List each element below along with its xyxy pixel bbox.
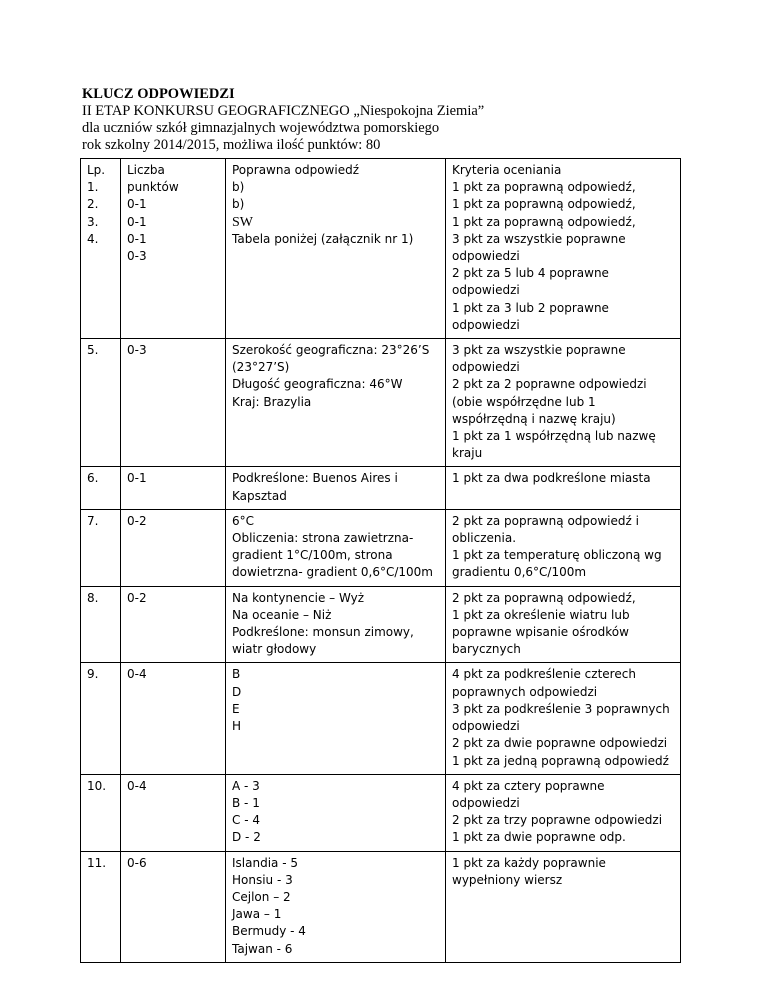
row-lp: 1. xyxy=(87,180,99,195)
cell-criteria: 3 pkt za wszystkie poprawne odpowiedzi 2 pkt za 2 poprawne odpowiedzi (obie współrzędne lub 1 współrzędną i nazwę kraju) 1 pkt za 1 współrzędną lub nazwę kraju xyxy=(446,339,681,467)
row-answer: b) xyxy=(232,197,245,212)
column-header-criteria: Kryteria oceniania xyxy=(452,163,562,177)
cell-points: 0-2 xyxy=(121,586,226,663)
contest-name: II ETAP KONKURSU GEOGRAFICZNEGO „Niespokojna Ziemia” xyxy=(82,103,485,119)
cell-points: 0-3 xyxy=(121,339,226,467)
cell-points: 0-4 xyxy=(121,774,226,851)
row-lp: 3. xyxy=(87,214,99,229)
cell-points: 0-4 xyxy=(121,663,226,774)
document-header xyxy=(82,86,484,154)
header-points xyxy=(121,159,226,339)
cell-answer: Szerokość geograficzna: 23°26’S (23°27’S) Długość geograficzna: 46°W Kraj: Brazylia xyxy=(226,339,446,467)
row-criteria: 1 pkt za poprawną odpowiedź, xyxy=(452,180,636,195)
row-criteria: 1 pkt za poprawną odpowiedź, xyxy=(452,197,636,212)
cell-answer: 6°C Obliczenia: strona zawietrzna- gradient 1°C/100m, strona dowietrzna- gradient 0,6°C/100m xyxy=(226,509,446,586)
row-criteria: 3 pkt za wszystkie poprawne odpowiedzi 2 pkt za 5 lub 4 poprawne odpowiedzi 1 pkt za 3 lub 2 poprawne odpowiedzi xyxy=(452,231,626,332)
column-header-lp: Lp. xyxy=(87,163,106,177)
row-criteria: 1 pkt za poprawną odpowiedź, xyxy=(452,214,636,229)
table-row xyxy=(81,851,681,962)
row-points: 0-3 xyxy=(127,249,147,264)
cell-criteria: 4 pkt za cztery poprawne odpowiedzi 2 pkt za trzy poprawne odpowiedzi 1 pkt za dwie poprawne odp. xyxy=(446,774,681,851)
cell-points: 0-6 xyxy=(121,851,226,962)
column-header-answer: Poprawna odpowiedź xyxy=(232,163,360,177)
cell-lp: 11. xyxy=(81,851,121,962)
audience-line: dla uczniów szkół gimnazjalnych województwa pomorskiego xyxy=(82,120,440,136)
cell-lp: 5. xyxy=(81,339,121,467)
row-answer: b) xyxy=(232,180,245,195)
row-answer: Tabela poniżej (załącznik nr 1) xyxy=(232,231,414,246)
cell-lp: 10. xyxy=(81,774,121,851)
cell-lp: 8. xyxy=(81,586,121,663)
table-row xyxy=(81,586,681,663)
row-lp: 4. xyxy=(87,231,99,246)
table-row xyxy=(81,509,681,586)
cell-lp: 9. xyxy=(81,663,121,774)
cell-answer: A - 3 B - 1 C - 4 D - 2 xyxy=(226,774,446,851)
cell-criteria: 4 pkt za podkreślenie czterech poprawnych odpowiedzi 3 pkt za podkreślenie 3 poprawnych odpowiedzi 2 pkt za dwie poprawne odpowiedzi 1 pkt za jedną poprawną odpowiedź xyxy=(446,663,681,774)
cell-criteria: 2 pkt za poprawną odpowiedź, 1 pkt za określenie wiatru lub poprawne wpisanie ośrodków barycznych xyxy=(446,586,681,663)
header-lp xyxy=(81,159,121,339)
row-points: 0-1 xyxy=(127,231,147,246)
row-answer: SW xyxy=(232,214,253,230)
cell-lp: 7. xyxy=(81,509,121,586)
table-row xyxy=(81,339,681,467)
table-row xyxy=(81,663,681,774)
table-row xyxy=(81,159,681,339)
row-points: 0-1 xyxy=(127,197,147,212)
cell-criteria: 1 pkt za każdy poprawnie wypełniony wiersz xyxy=(446,851,681,962)
answer-key-table xyxy=(80,158,681,963)
cell-answer: Podkreślone: Buenos Aires i Kapsztad xyxy=(226,467,446,509)
cell-points: 0-1 xyxy=(121,467,226,509)
cell-criteria: 2 pkt za poprawną odpowiedź i obliczenia. 1 pkt za temperaturę obliczoną wg gradientu 0,6°C/100m xyxy=(446,509,681,586)
cell-lp: 6. xyxy=(81,467,121,509)
school-year-line: rok szkolny 2014/2015, możliwa ilość punktów: 80 xyxy=(82,137,381,153)
document-title: KLUCZ ODPOWIEDZI xyxy=(82,86,235,102)
column-header-points: Liczba punktów xyxy=(127,163,179,195)
cell-criteria: 1 pkt za dwa podkreślone miasta xyxy=(446,467,681,509)
row-lp: 2. xyxy=(87,197,99,212)
cell-answer: Na kontynencie – Wyż Na oceanie – Niż Podkreślone: monsun zimowy, wiatr głodowy xyxy=(226,586,446,663)
row-points: 0-1 xyxy=(127,214,147,229)
cell-answer: B D E H xyxy=(226,663,446,774)
table-row xyxy=(81,774,681,851)
cell-points: 0-2 xyxy=(121,509,226,586)
cell-answer: Islandia - 5 Honsiu - 3 Cejlon – 2 Jawa – 1 Bermudy - 4 Tajwan - 6 xyxy=(226,851,446,962)
table-row xyxy=(81,467,681,509)
header-criteria xyxy=(446,159,681,339)
header-answer xyxy=(226,159,446,339)
